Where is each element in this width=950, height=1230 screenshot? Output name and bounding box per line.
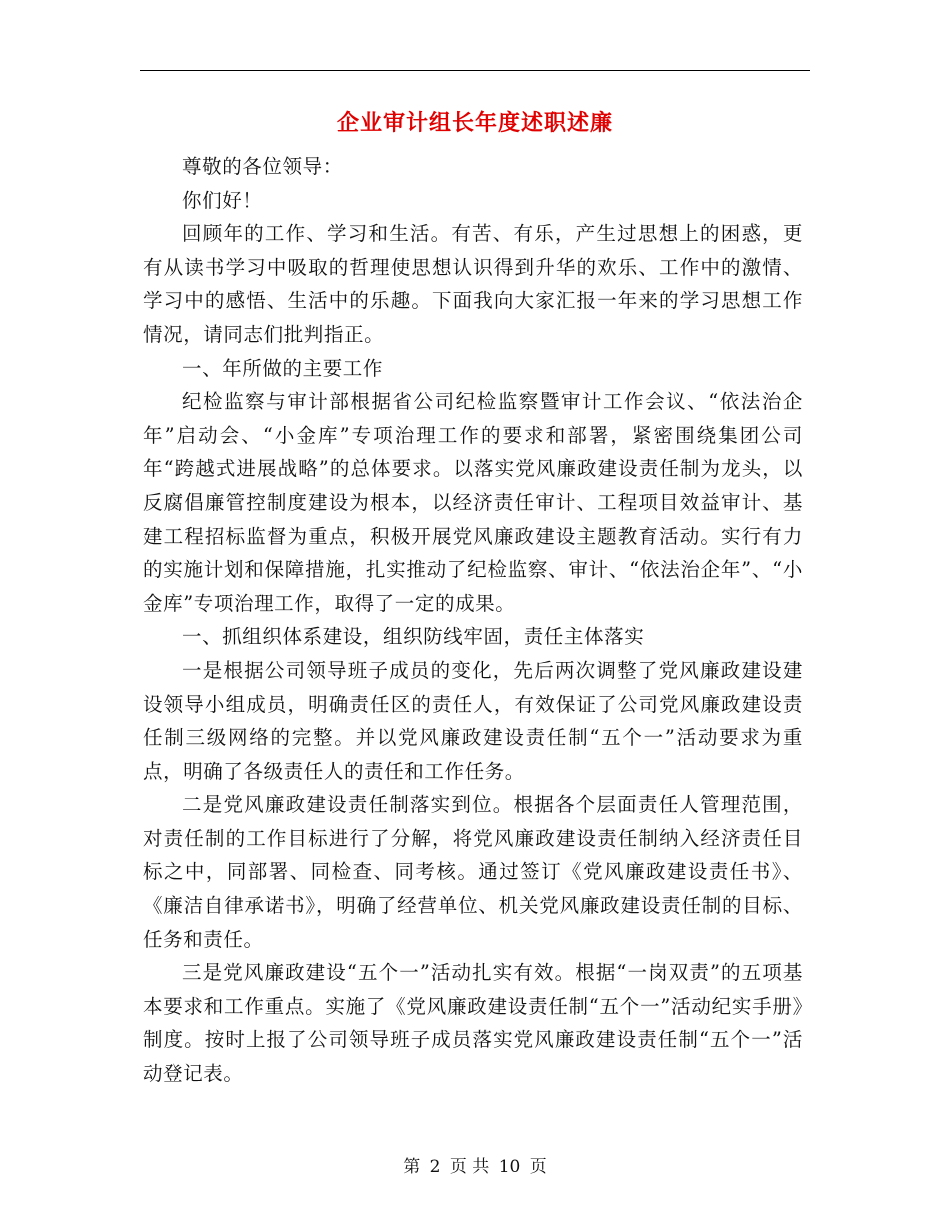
document-body	[143, 150, 803, 1091]
page-footer	[140, 1152, 810, 1177]
paragraph-review: 回顾年的工作、学习和生活。有苦、有乐，产生过思想上的困惑，更有从读书学习中吸取的哲理使思想认识得到升华的欢乐、工作中的激情、学习中的感悟、生活中的乐趣。下面我向大家汇报一年来的学习思想工作情况，请同志们批判指正。	[143, 222, 803, 346]
paragraph-point-one: 一是根据公司领导班子成员的变化，先后两次调整了党风廉政建设建设领导小组成员，明确责任区的责任人，有效保证了公司党风廉政建设责任制三级网络的完整。并以党风廉政建设责任制“五个一”活动要求为重点，明确了各级责任人的责任和工作任务。	[143, 658, 803, 783]
footer-suffix: 页	[529, 1157, 547, 1177]
paragraph-point-three: 三是党风廉政建设“五个一”活动扎实有效。根据“一岗双责”的五项基本要求和工作重点。实施了《党风廉政建设责任制“五个一”活动纪实手册》制度。按时上报了公司领导班子成员落实党风廉政建设责任制“五个一”活动登记表。	[143, 961, 803, 1086]
paragraph-point-two: 二是党风廉政建设责任制落实到位。根据各个层面责任人管理范围，对责任制的工作目标进行了分解，将党风廉政建设责任制纳入经济责任目标之中，同部署、同检查、同考核。通过签订《党风廉政建设责任书》、《廉洁自律承诺书》，明确了经营单位、机关党风廉政建设责任制的目标、任务和责任。	[143, 793, 803, 951]
section-heading-main-work: 一、年所做的主要工作	[182, 356, 384, 380]
footer-page-number: 2	[429, 1157, 441, 1177]
salutation: 尊敬的各位领导：	[182, 155, 343, 178]
document-title: 企业审计组长年度述职述廉	[336, 110, 613, 136]
footer-mid: 页 共	[449, 1157, 490, 1177]
header-rule	[140, 70, 810, 71]
section-heading-organization: 一、抓组织体系建设，组织防线牢固，责任主体落实	[182, 625, 645, 649]
footer-page-total: 10	[498, 1157, 521, 1177]
paragraph-overview: 纪检监察与审计部根据省公司纪检监察暨审计工作会议、“依法治企年”启动会、“小金库”专项治理工作的要求和部署，紧密围绕集团公司年“跨越式进展战略”的总体要求。以落实党风廉政建设责任制为龙头，以反腐倡廉管控制度建设为根本，以经济责任审计、工程项目效益审计、基建工程招标监督为重点，积极开展党风廉政建设主题教育活动。实行有力的实施计划和保障措施，扎实推动了纪检监察、审计、“依法治企年”、“小金库”专项治理工作，取得了一定的成果。	[143, 390, 803, 615]
footer-prefix: 第	[403, 1157, 421, 1177]
greeting: 你们好！	[182, 188, 263, 212]
